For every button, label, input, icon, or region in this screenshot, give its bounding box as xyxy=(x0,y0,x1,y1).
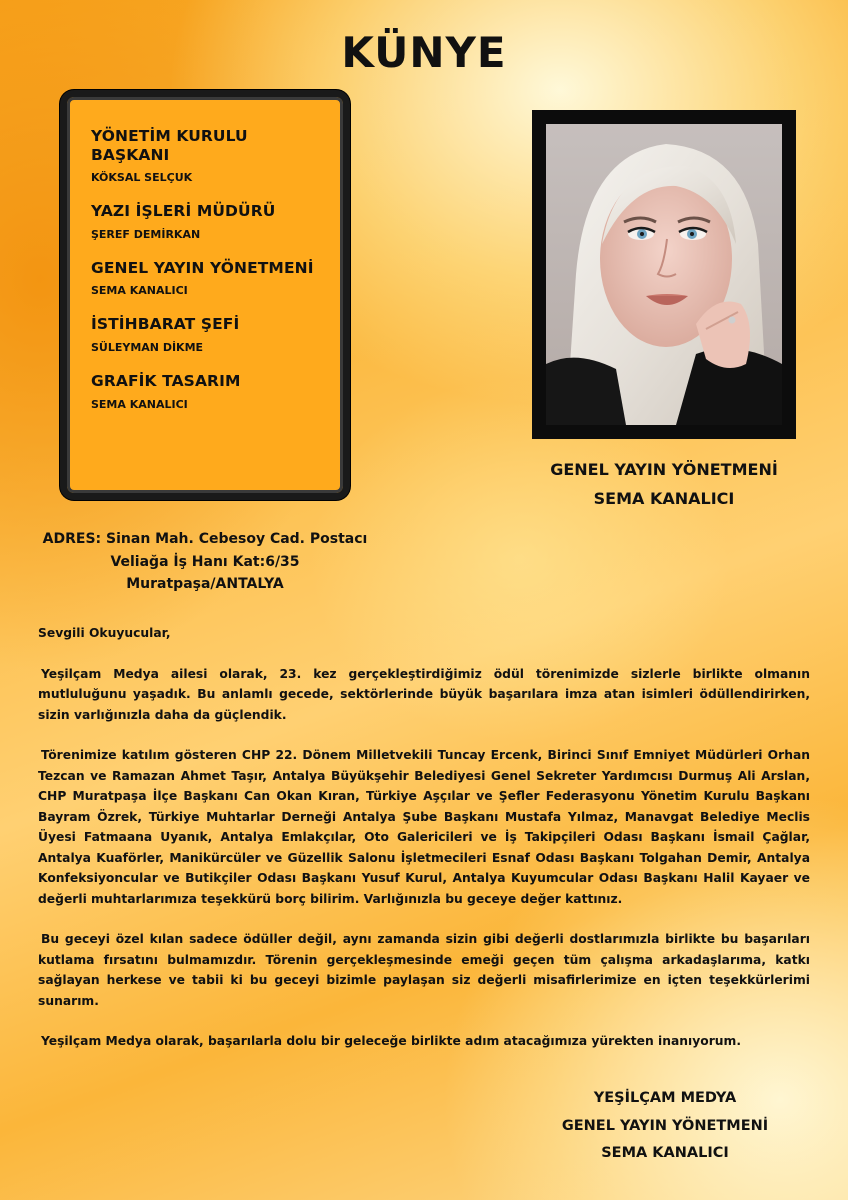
letter-paragraph: Yeşilçam Medya olarak, başarılarla dolu bir geleceğe birlikte adım atacağımıza yürekten inanıyorum. xyxy=(41,1034,742,1048)
portrait-photo xyxy=(546,124,782,425)
letter-paragraph: Törenimize katılım gösteren CHP 22. Dönem Milletvekili Tuncay Ercenk, Birinci Sınıf Emniyet Müdürleri Orhan Tezcan ve Ramazan Ahmet Taşır, Antalya Büyükşehir Belediyesi Genel Sekreter Yardımcısı Durmuş Ali Arslan, CHP Muratpaşa İlçe Başkanı Can Okan Kıran, Türkiye Aşçılar ve Şefler Federasyonu Yönetim Kurulu Başkanı Bayram Özrek, Türkiye Muhtarlar Derneği Antalya Şube Başkanı Mustafa Yılmaz, Manavgat Belediye Meclis Üyesi Fatmaana Uyanık, Antalya Emlakçılar, Oto Galericileri ve İş Takipçileri Odası Başkanı İsmail Çağlar, Antalya Kuaförler, Manikürcüler ve Güzellik Salonu İşletmecileri Esnaf Odası Başkanı Tolgahan Demir, Antalya Konfeksiyoncular ve Butikçiler Odası Başkanı Yusuf Kurul, Antalya Kuyumcular Odası Başkanı Halil Kayaer ve değerli muhtarlarımıza teşekkürü borç bilirim. Varlığınızla bu geceye değer kattınız. xyxy=(38,748,810,906)
imprint-role xyxy=(91,259,327,298)
imprint-role xyxy=(91,127,327,184)
role-name: SÜLEYMAN DİKME xyxy=(91,340,204,354)
imprint-role xyxy=(91,202,327,241)
role-title: YÖNETİM KURULU BAŞKANI xyxy=(91,127,248,164)
imprint-role xyxy=(91,372,327,411)
letter-greeting: Sevgili Okuyucular, xyxy=(38,626,171,640)
portrait-frame xyxy=(532,110,796,439)
letter-body xyxy=(38,623,810,1072)
caption-role: GENEL YAYIN YÖNETMENİ xyxy=(550,460,778,479)
signature-line: SEMA KANALICI xyxy=(601,1145,729,1161)
portrait-image xyxy=(546,124,782,425)
imprint-role xyxy=(91,315,327,354)
portrait-caption xyxy=(532,455,796,513)
role-title: GENEL YAYIN YÖNETMENİ xyxy=(91,258,314,277)
address-line: Veliağa İş Hanı Kat:6/35 xyxy=(110,553,300,570)
address-block xyxy=(20,528,390,596)
imprint-box xyxy=(60,90,350,500)
signature-line: GENEL YAYIN YÖNETMENİ xyxy=(561,1117,769,1134)
role-name: SEMA KANALICI xyxy=(91,284,188,298)
role-name: SEMA KANALICI xyxy=(91,397,188,411)
letter-paragraph: Bu geceyi özel kılan sadece ödüller değil, aynı zamanda sizin gibi değerli dostlarımızla birlikte bu başarıları kutlama fırsatını bulmamızdır. Törenin gerçekleşmesinde emeği geçen tüm çalışma arkadaşlarıma, katkı sağlayan herkese ve tabii ki bu geceyi bizimle paylaşan siz değerli misafirlerimize en içten teşekkürlerimi sunarım. xyxy=(38,932,810,1008)
page-title: KÜNYE xyxy=(341,28,507,77)
role-name: KÖKSAL SELÇUK xyxy=(91,171,193,185)
role-title: İSTİHBARAT ŞEFİ xyxy=(91,315,240,334)
letter-paragraph: Yeşilçam Medya ailesi olarak, 23. kez gerçekleştirdiğimiz ödül törenimizde sizlerle birlikte olmanın mutluluğunu yaşadık. Bu anlamlı gecede, sektörlerinde büyük başarılara imza atan isimleri ödüllendirirken, sizin varlığınızla daha da güçlendik. xyxy=(38,666,810,722)
signature-block xyxy=(520,1085,810,1168)
role-title: GRAFİK TASARIM xyxy=(91,371,241,390)
signature-line: YEŞİLÇAM MEDYA xyxy=(593,1090,737,1106)
caption-name: SEMA KANALICI xyxy=(593,489,735,508)
role-title: YAZI İŞLERİ MÜDÜRÜ xyxy=(91,202,276,221)
address-line: ADRES: Sinan Mah. Cebesoy Cad. Postacı xyxy=(42,531,368,547)
address-line: Muratpaşa/ANTALYA xyxy=(126,576,284,592)
role-name: ŞEREF DEMİRKAN xyxy=(91,227,201,241)
